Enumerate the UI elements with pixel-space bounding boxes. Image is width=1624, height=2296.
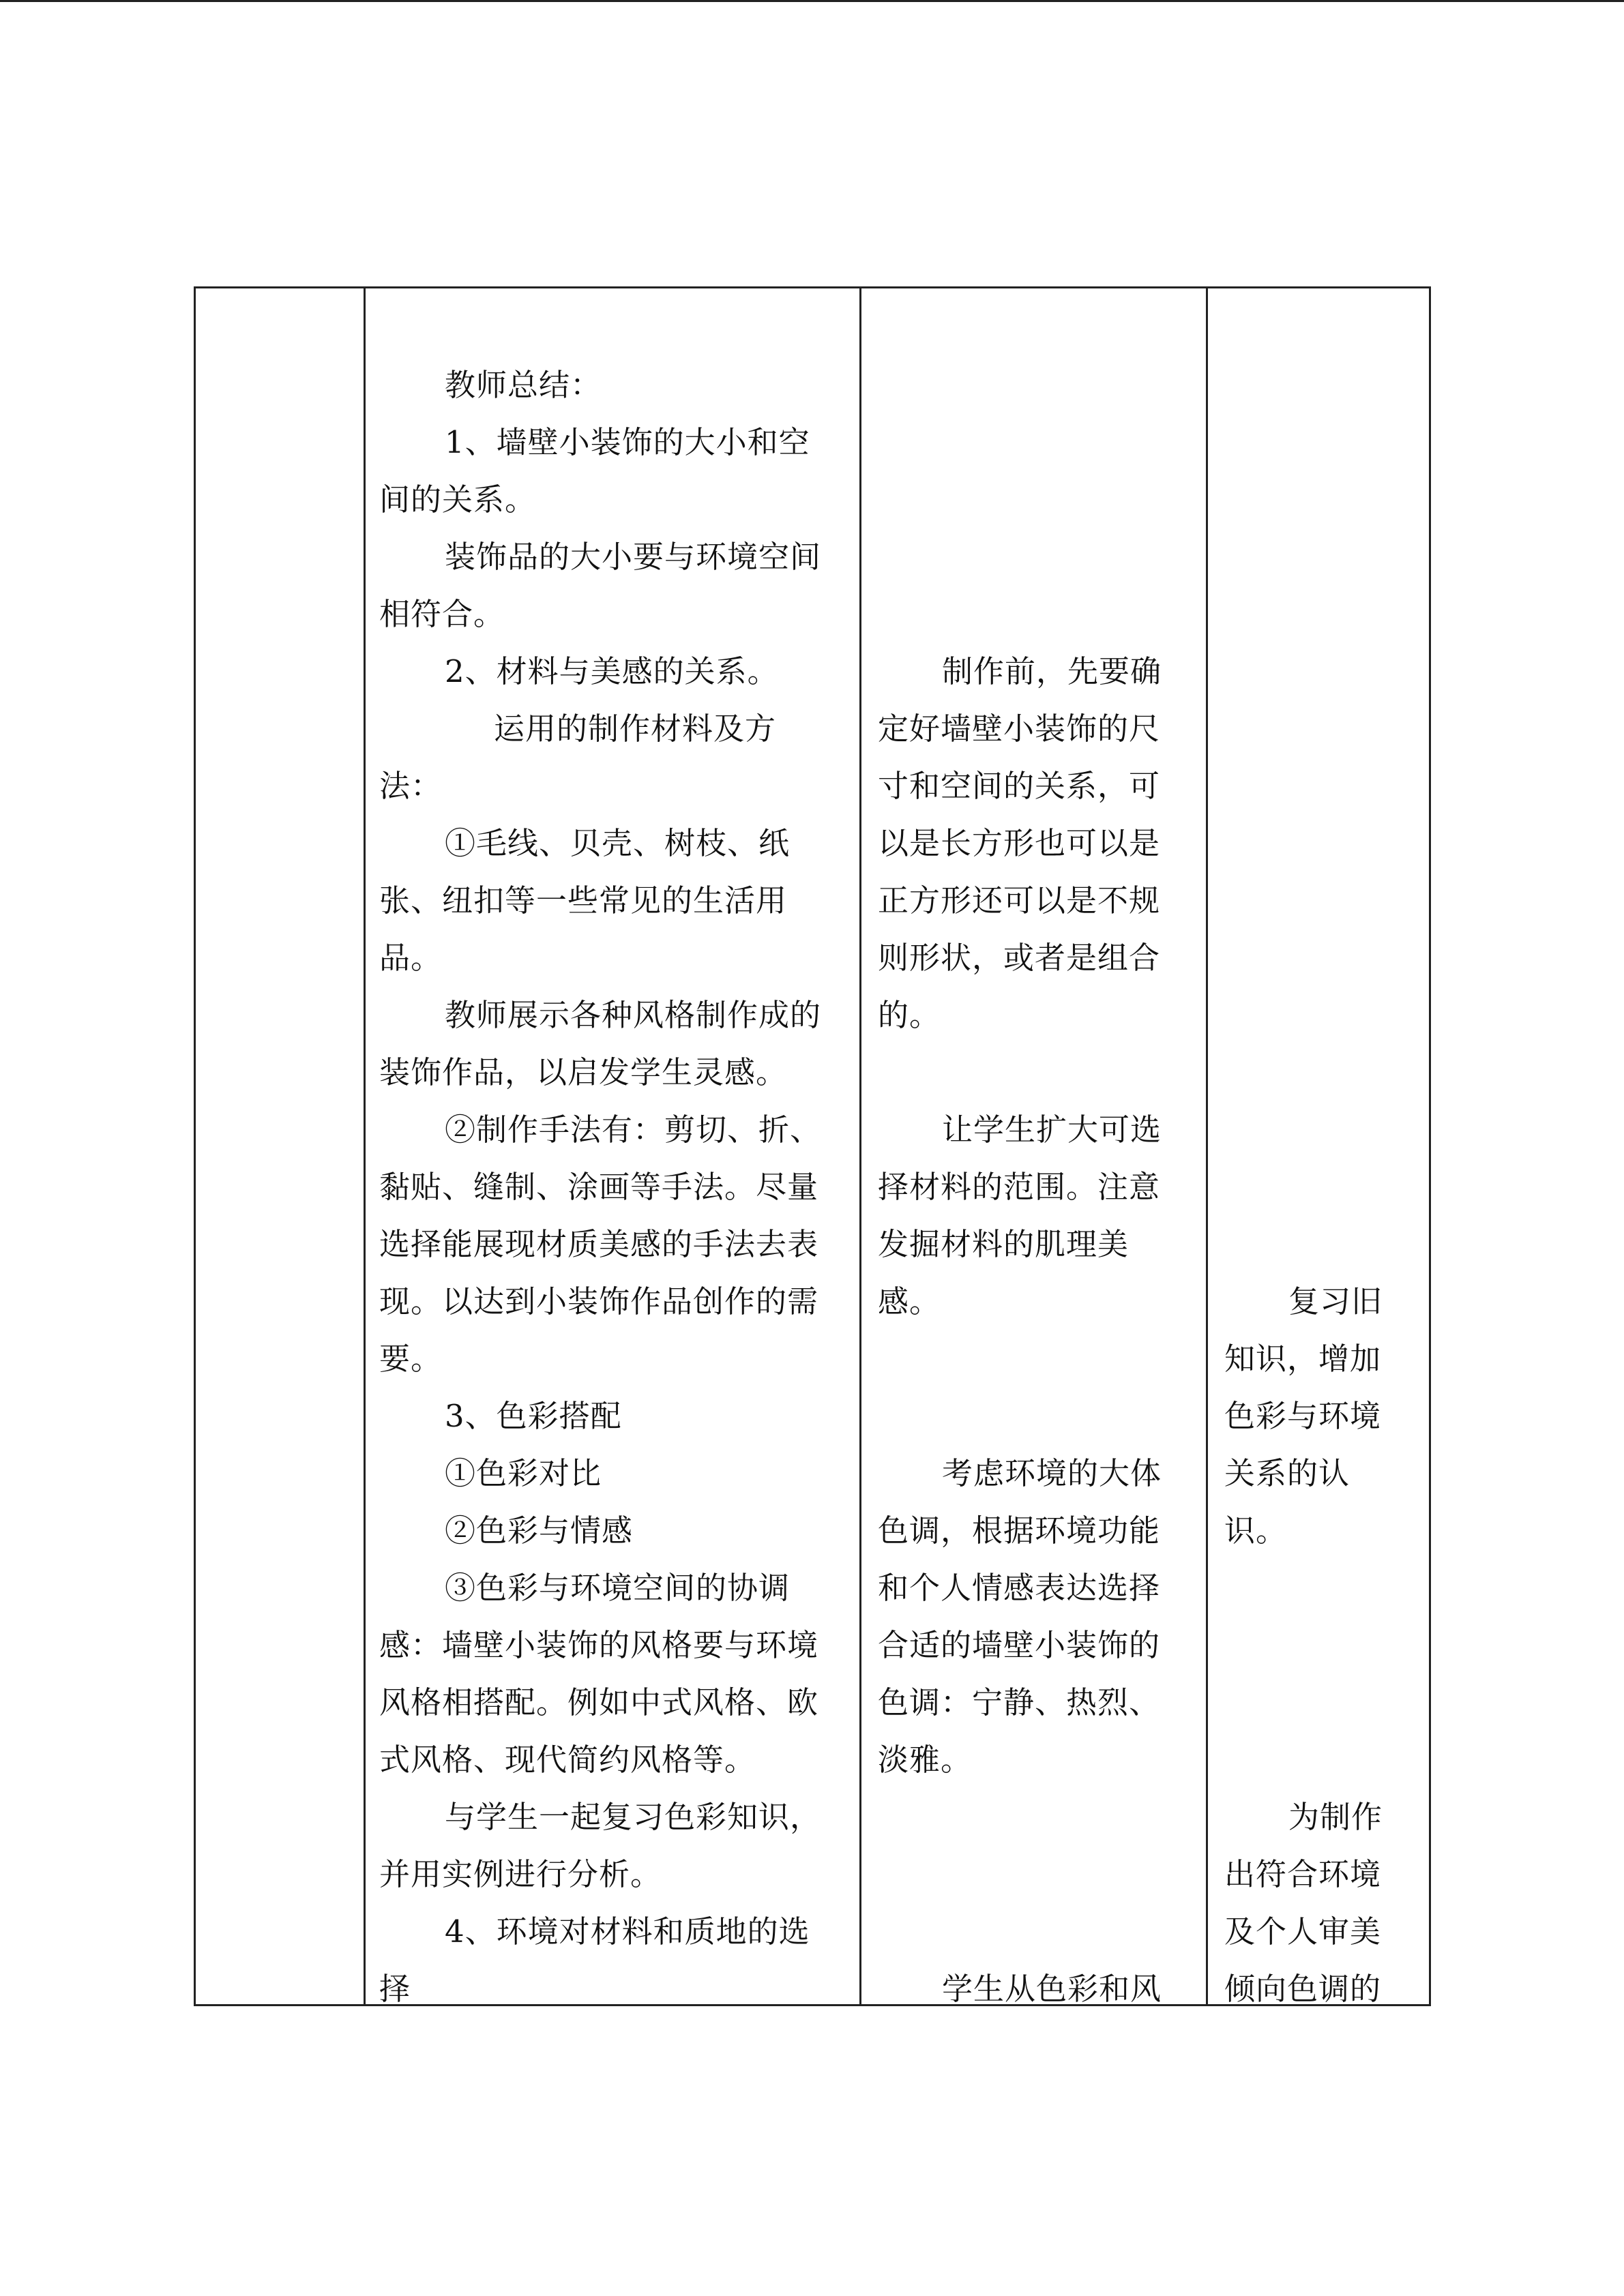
intent-text-line: 及个人审美 [1224,1913,1382,1950]
student-text-line: 则形状，或者是组合 [878,940,1161,976]
teacher-text-line: ②色彩与情感 [445,1512,634,1549]
intent-text-line: 为制作 [1288,1799,1383,1835]
student-text-line: 定好墙壁小装饰的尺 [878,711,1161,747]
student-text-line: 色调，根据环境功能 [878,1512,1161,1549]
intent-text-line: 倾向色调的 [1224,1971,1382,2007]
teacher-text-line: 择 [379,1971,411,2007]
teacher-text-line: ③色彩与环境空间的协调 [445,1570,791,1606]
student-text-line: 寸和空间的关系，可 [878,768,1161,804]
student-text-line: 和个人情感表达选择 [878,1570,1161,1606]
teacher-text-line: 3、色彩搭配 [445,1398,622,1434]
student-activity-column [861,288,1208,2007]
teacher-text-line: 感：墙壁小装饰的风格要与环境 [379,1627,819,1663]
intent-text-line: 复习旧 [1288,1283,1383,1320]
student-text-line: 的。 [878,997,941,1033]
student-text-line: 择材料的范围。注意 [878,1169,1161,1205]
teacher-text-line: 4、环境对材料和质地的选 [445,1913,810,1950]
teacher-text-line: 1、墙壁小装饰的大小和空 [445,424,810,460]
teacher-text-line: 选择能展现材质美感的手法去表 [379,1226,819,1262]
stage-column [196,288,366,2004]
student-text-line: 感。 [878,1283,941,1320]
teacher-text-line: 装饰作品，以启发学生灵感。 [379,1054,788,1090]
lesson-plan-table [194,286,1431,2006]
intent-text-line: 出符合环境 [1224,1856,1382,1892]
student-text-line: 制作前，先要确 [942,653,1162,689]
teacher-text-line: 与学生一起复习色彩知识， [445,1799,822,1835]
student-text-line: 合适的墙壁小装饰的 [878,1627,1161,1663]
teacher-text-line: 品。 [379,940,443,976]
teacher-text-line: 装饰品的大小要与环境空间 [445,539,822,575]
teacher-text-line: ①毛线、贝壳、树枝、纸 [445,825,791,861]
student-text-line: 让学生扩大可选 [942,1112,1162,1148]
teacher-text-line: 风格相搭配。例如中式风格、欧 [379,1684,819,1720]
student-text-line: 学生从色彩和风 [942,1971,1162,2007]
page-top-rule [0,0,1624,2]
intent-text-line: 识。 [1224,1512,1288,1549]
teacher-text-line: 并用实例进行分析。 [379,1856,662,1892]
design-intent-column [1208,288,1431,2007]
student-text-line: 正方形还可以是不规 [878,882,1161,919]
teacher-text-line: 法： [379,768,443,804]
teacher-text-line: 2、材料与美感的关系。 [445,653,779,689]
student-text-line: 色调：宁静、热烈、 [878,1684,1161,1720]
teacher-text-line: 张、纽扣等一些常见的生活用 [379,882,788,919]
intent-text-line: 知识，增加 [1224,1341,1382,1377]
student-text-line: 以是长方形也可以是 [878,825,1161,861]
teacher-text-line: 要。 [379,1341,443,1377]
intent-text-line: 色彩与环境 [1224,1398,1382,1434]
teacher-text-line: 式风格、现代简约风格等。 [379,1742,756,1778]
teacher-text-line: 教师总结： [445,367,602,403]
student-text-line: 考虑环境的大体 [942,1455,1162,1491]
intent-text-line: 关系的认 [1224,1455,1350,1491]
teacher-text-line: 间的关系。 [379,481,537,518]
teacher-text-line: ②制作手法有：剪切、折、 [445,1112,822,1148]
student-text-line: 发掘材料的肌理美 [878,1226,1130,1262]
teacher-text-line: 运用的制作材料及方 [494,711,777,747]
student-text-line: 淡雅。 [878,1742,973,1778]
teacher-text-line: 现。以达到小装饰作品创作的需 [379,1283,819,1320]
teacher-text-line: 教师展示各种风格制作成的 [445,997,822,1033]
teacher-text-line: ①色彩对比 [445,1455,602,1491]
teacher-text-line: 黏贴、缝制、涂画等手法。尽量 [379,1169,819,1205]
teacher-activity-column [366,288,861,2007]
teacher-text-line: 相符合。 [379,596,505,632]
